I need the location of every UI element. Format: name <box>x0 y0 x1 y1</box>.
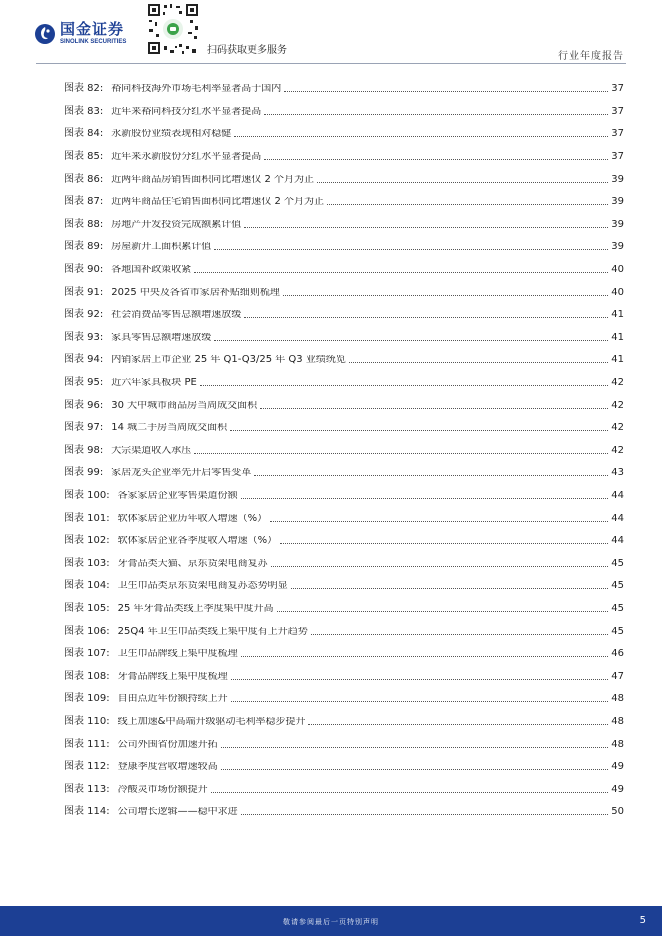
toc-entry-title: 软体家居企业各季度收入增速（%） <box>117 536 278 547</box>
toc-dot-leader <box>254 468 608 476</box>
toc-entry[interactable] <box>64 123 624 146</box>
toc-entry-title: 裕同科技海外市场毛利率显著高于国内 <box>111 84 282 95</box>
toc-entry-page: 46 <box>611 648 624 660</box>
toc-dot-leader <box>271 559 609 567</box>
toc-dot-leader <box>241 807 609 815</box>
toc-entry-page: 48 <box>611 738 624 750</box>
toc-entry[interactable] <box>64 259 624 282</box>
toc-entry-page: 42 <box>611 377 624 389</box>
toc-entry[interactable] <box>64 394 624 417</box>
toc-entry-label: 图表 104: <box>64 580 110 592</box>
header-divider <box>36 63 626 64</box>
footer-disclaimer: 敬请参阅最后一页特别声明 <box>283 918 379 926</box>
toc-entry-label: 图表 105: <box>64 602 110 614</box>
toc-entry-label: 图表 110: <box>64 715 110 727</box>
toc-entry[interactable] <box>64 778 624 801</box>
toc-entry[interactable] <box>64 281 624 304</box>
toc-entry-label: 图表 89: <box>64 241 104 253</box>
toc-entry[interactable] <box>64 711 624 734</box>
toc-entry-label: 图表 103: <box>64 557 110 569</box>
toc-entry[interactable] <box>64 688 624 711</box>
brand-name-cn: 国金证券 <box>60 20 125 38</box>
page-footer <box>0 906 662 936</box>
toc-entry-title: 近两年商品房销售面积同比增速仅 2 个月为正 <box>111 174 315 185</box>
toc-entry-title: 公司外围省份加速开拓 <box>117 739 218 750</box>
toc-entry-page: 45 <box>611 557 624 569</box>
toc-dot-leader <box>231 694 609 702</box>
toc-entry-page: 42 <box>611 399 624 411</box>
toc-entry[interactable] <box>64 575 624 598</box>
toc-entry[interactable] <box>64 101 624 124</box>
toc-entry-page: 40 <box>611 286 624 298</box>
toc-entry-title: 25 年牙膏品类线上季度集中度升高 <box>117 603 274 614</box>
toc-dot-leader <box>308 717 608 725</box>
toc-dot-leader <box>211 785 609 793</box>
toc-dot-leader <box>221 740 609 748</box>
toc-entry[interactable] <box>64 801 624 824</box>
toc-entry-page: 39 <box>611 196 624 208</box>
toc-entry-label: 图表 97: <box>64 422 104 434</box>
toc-entry[interactable] <box>64 191 624 214</box>
toc-entry-page: 39 <box>611 241 624 253</box>
brand-name-en: SINOLINK SECURITIES <box>60 39 127 45</box>
toc-entry[interactable] <box>64 168 624 191</box>
toc-entry[interactable] <box>64 372 624 395</box>
toc-entry-title: 各地国补政策收紧 <box>111 265 192 276</box>
toc-entry-page: 37 <box>611 128 624 140</box>
toc-entry-page: 48 <box>611 715 624 727</box>
toc-dot-leader <box>270 514 608 522</box>
toc-entry-label: 图表 98: <box>64 444 104 456</box>
toc-entry[interactable] <box>64 349 624 372</box>
toc-entry-title: 近两年商品住宅销售面积同比增速仅 2 个月为正 <box>111 197 325 208</box>
brand-logo <box>34 22 126 45</box>
toc-dot-leader <box>264 107 608 115</box>
toc-entry-title: 线上加速&中高端升级驱动毛利率稳步提升 <box>117 716 306 727</box>
toc-entry-label: 图表 94: <box>64 354 104 366</box>
toc-entry-title: 自由点近年份额持续上升 <box>117 694 228 705</box>
toc-entry-page: 44 <box>611 535 624 547</box>
toc-entry-title: 牙膏品牌线上集中度梳理 <box>117 671 228 682</box>
toc-entry-page: 49 <box>611 761 624 773</box>
toc-entry[interactable] <box>64 327 624 350</box>
toc-entry-label: 图表 84: <box>64 128 104 140</box>
toc-dot-leader <box>280 536 608 544</box>
toc-entry-title: 各家家居企业零售渠道份额 <box>117 490 238 501</box>
toc-entry[interactable] <box>64 417 624 440</box>
brand-mark-icon <box>34 23 56 45</box>
toc-entry-label: 图表 112: <box>64 761 110 773</box>
toc-entry-title: 永新股份业绩表现相对稳健 <box>111 129 232 140</box>
toc-dot-leader <box>284 84 608 92</box>
toc-entry[interactable] <box>64 304 624 327</box>
toc-dot-leader <box>241 649 609 657</box>
toc-entry-title: 冷酸灵市场份额提升 <box>117 784 208 795</box>
toc-entry-page: 41 <box>611 309 624 321</box>
toc-entry-title: 软体家居企业历年收入增速（%） <box>117 513 268 524</box>
toc-entry-page: 37 <box>611 151 624 163</box>
toc-dot-leader <box>311 627 608 635</box>
toc-entry-page: 47 <box>611 670 624 682</box>
toc-entry[interactable] <box>64 507 624 530</box>
toc-entry-label: 图表 102: <box>64 535 110 547</box>
toc-dot-leader <box>200 378 608 386</box>
toc-entry-label: 图表 113: <box>64 783 110 795</box>
toc-entry-label: 图表 83: <box>64 105 104 117</box>
toc-entry[interactable] <box>64 643 624 666</box>
toc-dot-leader <box>234 129 608 137</box>
toc-dot-leader <box>194 446 608 454</box>
toc-entry-label: 图表 95: <box>64 377 104 389</box>
toc-entry-label: 图表 90: <box>64 264 104 276</box>
toc-entry-page: 45 <box>611 625 624 637</box>
toc-entry-page: 45 <box>611 602 624 614</box>
toc-dot-leader <box>349 355 608 363</box>
toc-entry-title: 房屋新开工面积累计值 <box>111 242 212 253</box>
toc-entry-title: 30 大中城市商品房当周成交面积 <box>111 400 258 411</box>
toc-entry-page: 44 <box>611 489 624 501</box>
toc-entry-label: 图表 99: <box>64 467 104 479</box>
page-number: 5 <box>639 915 646 926</box>
figure-list <box>64 78 624 824</box>
toc-dot-leader <box>231 672 609 680</box>
toc-entry-title: 14 城二手房当周成交面积 <box>111 423 228 434</box>
toc-entry-page: 49 <box>611 783 624 795</box>
toc-entry[interactable] <box>64 462 624 485</box>
toc-entry-label: 图表 86: <box>64 173 104 185</box>
toc-entry-label: 图表 109: <box>64 693 110 705</box>
toc-entry[interactable] <box>64 485 624 508</box>
toc-entry-title: 大宗渠道收入承压 <box>111 445 192 456</box>
toc-entry-title: 近年来永新股份分红水平显著提高 <box>111 152 262 163</box>
toc-dot-leader <box>244 310 608 318</box>
toc-entry-label: 图表 108: <box>64 670 110 682</box>
toc-entry-title: 社会消费品零售总额增速放缓 <box>111 310 242 321</box>
toc-entry-label: 图表 96: <box>64 399 104 411</box>
toc-entry-label: 图表 92: <box>64 309 104 321</box>
toc-entry-title: 登康季度营收增速较高 <box>117 762 218 773</box>
toc-entry-title: 家具零售总额增速放缓 <box>111 332 212 343</box>
toc-entry[interactable] <box>64 620 624 643</box>
toc-dot-leader <box>194 265 608 273</box>
toc-entry-page: 44 <box>611 512 624 524</box>
toc-entry-title: 近年来裕同科技分红水平显著提高 <box>111 106 262 117</box>
toc-entry[interactable] <box>64 552 624 575</box>
toc-entry-page: 37 <box>611 105 624 117</box>
page-header <box>0 0 662 66</box>
toc-entry-label: 图表 91: <box>64 286 104 298</box>
toc-dot-leader <box>221 762 609 770</box>
toc-dot-leader <box>230 423 608 431</box>
toc-entry-label: 图表 114: <box>64 806 110 818</box>
toc-entry-label: 图表 101: <box>64 512 110 524</box>
toc-entry-title: 公司增长逻辑——稳中求进 <box>117 807 238 818</box>
toc-entry-label: 图表 87: <box>64 196 104 208</box>
toc-entry-label: 图表 85: <box>64 151 104 163</box>
toc-entry-page: 40 <box>611 264 624 276</box>
toc-entry-page: 41 <box>611 331 624 343</box>
toc-dot-leader <box>327 197 608 205</box>
toc-entry-title: 家居龙头企业率先开启零售变革 <box>111 468 252 479</box>
toc-dot-leader <box>317 175 608 183</box>
toc-entry-title: 内销家居上市企业 25 年 Q1-Q3/25 年 Q3 业绩统览 <box>111 355 346 366</box>
toc-entry-title: 2025 中央及各省市家居补贴细则梳理 <box>111 287 280 298</box>
toc-entry-title: 房地产开发投资完成额累计值 <box>111 219 242 230</box>
toc-entry[interactable] <box>64 78 624 101</box>
toc-dot-leader <box>291 581 609 589</box>
toc-dot-leader <box>277 604 609 612</box>
toc-entry[interactable] <box>64 236 624 259</box>
toc-entry-page: 48 <box>611 693 624 705</box>
toc-entry-title: 近六年家具板块 PE <box>111 378 197 389</box>
toc-dot-leader <box>241 491 609 499</box>
toc-entry[interactable] <box>64 146 624 169</box>
toc-entry-page: 43 <box>611 467 624 479</box>
toc-entry[interactable] <box>64 756 624 779</box>
qr-caption: 扫码获取更多服务 <box>207 45 287 56</box>
toc-dot-leader <box>214 333 608 341</box>
toc-dot-leader <box>283 288 608 296</box>
toc-entry-label: 图表 100: <box>64 489 110 501</box>
report-type-label: 行业年度报告 <box>558 51 624 62</box>
toc-entry[interactable] <box>64 214 624 237</box>
toc-entry-page: 39 <box>611 173 624 185</box>
toc-entry-label: 图表 93: <box>64 331 104 343</box>
toc-entry-label: 图表 106: <box>64 625 110 637</box>
toc-entry[interactable] <box>64 733 624 756</box>
toc-entry-page: 50 <box>611 806 624 818</box>
toc-entry-page: 45 <box>611 580 624 592</box>
toc-entry-page: 42 <box>611 444 624 456</box>
toc-entry-label: 图表 107: <box>64 648 110 660</box>
toc-entry-page: 42 <box>611 422 624 434</box>
qr-code-icon[interactable] <box>146 2 200 56</box>
toc-entry-title: 卫生巾品类京东货架电商复苏态势明显 <box>117 581 288 592</box>
toc-entry-title: 25Q4 年卫生巾品类线上集中度有上升趋势 <box>117 626 308 637</box>
toc-entry[interactable] <box>64 598 624 621</box>
toc-dot-leader <box>244 220 608 228</box>
toc-entry[interactable] <box>64 530 624 553</box>
toc-entry-page: 39 <box>611 218 624 230</box>
toc-entry-title: 卫生巾品牌线上集中度梳理 <box>117 649 238 660</box>
toc-entry[interactable] <box>64 440 624 463</box>
toc-entry-page: 37 <box>611 83 624 95</box>
toc-entry-title: 牙膏品类天猫、京东货架电商复苏 <box>117 558 268 569</box>
toc-entry-label: 图表 82: <box>64 83 104 95</box>
toc-entry-label: 图表 88: <box>64 218 104 230</box>
toc-entry[interactable] <box>64 665 624 688</box>
toc-dot-leader <box>264 152 608 160</box>
toc-entry-page: 41 <box>611 354 624 366</box>
toc-dot-leader <box>260 401 608 409</box>
toc-dot-leader <box>214 242 608 250</box>
toc-entry-label: 图表 111: <box>64 738 110 750</box>
